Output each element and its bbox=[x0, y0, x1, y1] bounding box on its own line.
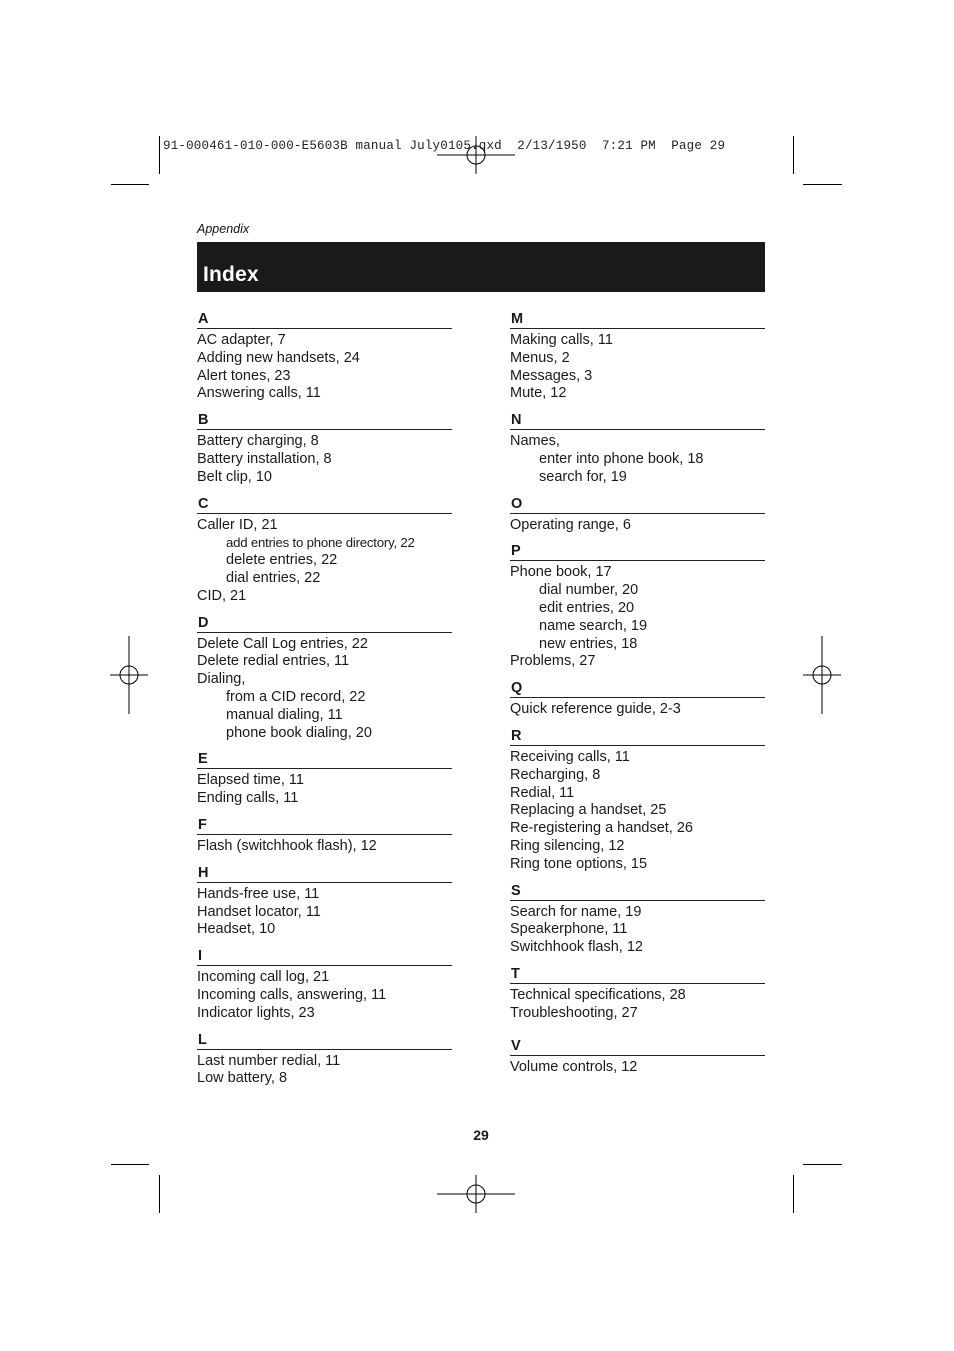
index-entry: Dialing, bbox=[197, 671, 246, 688]
index-letter-heading: M bbox=[510, 311, 765, 329]
index-group-c bbox=[197, 496, 452, 606]
index-entry: Menus, 2 bbox=[510, 349, 570, 366]
index-entry: Redial, 11 bbox=[510, 784, 575, 801]
crop-mark bbox=[793, 136, 794, 174]
index-entry: Delete redial entries, 11 bbox=[197, 653, 350, 670]
index-letter-heading: Q bbox=[510, 680, 765, 698]
index-entry: Messages, 3 bbox=[510, 367, 593, 384]
index-group-s bbox=[510, 883, 765, 957]
index-subentry: enter into phone book, 18 bbox=[539, 450, 704, 467]
index-letter-heading: L bbox=[197, 1032, 452, 1050]
index-subentry: name search, 19 bbox=[539, 617, 648, 634]
section-label: Appendix bbox=[197, 222, 250, 236]
index-entry: Battery charging, 8 bbox=[197, 433, 319, 450]
index-entry: Troubleshooting, 27 bbox=[510, 1004, 638, 1021]
index-group-q bbox=[510, 680, 765, 719]
index-entry: Ring silencing, 12 bbox=[510, 837, 625, 854]
index-subentry: add entries to phone directory, 22 bbox=[226, 535, 415, 551]
index-group-r bbox=[510, 728, 765, 874]
crop-mark bbox=[111, 184, 149, 185]
index-letter-heading: R bbox=[510, 728, 765, 746]
index-subentry: from a CID record, 22 bbox=[226, 688, 366, 705]
index-group-i bbox=[197, 948, 452, 1022]
crop-mark bbox=[803, 1164, 842, 1165]
index-entry: Search for name, 19 bbox=[510, 903, 642, 920]
registration-mark-icon bbox=[803, 636, 841, 714]
index-entry: Receiving calls, 11 bbox=[510, 748, 630, 765]
index-entry: Ending calls, 11 bbox=[197, 790, 299, 807]
index-letter-heading: N bbox=[510, 412, 765, 430]
index-entry: Headset, 10 bbox=[197, 921, 276, 938]
index-group-p bbox=[510, 543, 765, 671]
index-entry: Low battery, 8 bbox=[197, 1070, 288, 1087]
index-entry: Answering calls, 11 bbox=[197, 385, 321, 402]
index-letter-heading: E bbox=[197, 751, 452, 769]
index-group-d bbox=[197, 615, 452, 743]
index-group-l bbox=[197, 1032, 452, 1089]
registration-mark-icon bbox=[437, 1175, 515, 1213]
page-number: 29 bbox=[473, 1127, 489, 1143]
index-entry: Speakerphone, 11 bbox=[510, 921, 628, 938]
index-entry: Handset locator, 11 bbox=[197, 903, 321, 920]
index-letter-heading: C bbox=[197, 496, 452, 514]
index-subentry: manual dialing, 11 bbox=[226, 706, 343, 723]
registration-mark-icon bbox=[437, 136, 515, 174]
index-group-m bbox=[510, 311, 765, 403]
index-letter-heading: S bbox=[510, 883, 765, 901]
index-entry: Recharging, 8 bbox=[510, 766, 601, 783]
index-subentry: dial entries, 22 bbox=[226, 569, 321, 586]
index-column-right bbox=[510, 311, 765, 1076]
index-entry: Alert tones, 23 bbox=[197, 367, 291, 384]
print-slug-line: 91-000461-010-000-E5603B manual July0105.qxd 2/13/1950 7:21 PM Page 29 bbox=[163, 139, 726, 153]
index-letter-heading: B bbox=[197, 412, 452, 430]
index-group-t bbox=[510, 966, 765, 1023]
index-entry: Elapsed time, 11 bbox=[197, 772, 304, 789]
index-entry: Adding new handsets, 24 bbox=[197, 349, 360, 366]
index-entry: Indicator lights, 23 bbox=[197, 1004, 315, 1021]
title-bar bbox=[197, 242, 765, 292]
index-group-f bbox=[197, 817, 452, 856]
index-letter-heading: V bbox=[510, 1038, 765, 1056]
index-entry: CID, 21 bbox=[197, 587, 247, 604]
index-entry: Mute, 12 bbox=[510, 385, 567, 402]
index-entry: Ring tone options, 15 bbox=[510, 855, 648, 872]
index-entry: Volume controls, 12 bbox=[510, 1058, 638, 1075]
crop-mark bbox=[159, 136, 160, 174]
index-entry: Problems, 27 bbox=[510, 653, 596, 670]
index-subentry: edit entries, 20 bbox=[539, 599, 635, 616]
index-letter-heading: T bbox=[510, 966, 765, 984]
index-group-n bbox=[510, 412, 765, 486]
index-entry: Belt clip, 10 bbox=[197, 468, 272, 485]
index-entry: Incoming call log, 21 bbox=[197, 969, 330, 986]
index-group-b bbox=[197, 412, 452, 486]
index-entry: Names, bbox=[510, 433, 560, 450]
index-entry: Incoming calls, answering, 11 bbox=[197, 986, 387, 1003]
index-column-left bbox=[197, 311, 452, 1088]
crop-mark bbox=[159, 1175, 160, 1213]
index-entry: Quick reference guide, 2-3 bbox=[510, 701, 681, 718]
index-entry: Technical specifications, 28 bbox=[510, 986, 686, 1003]
index-entry: Re-registering a handset, 26 bbox=[510, 820, 693, 837]
index-letter-heading: I bbox=[197, 948, 452, 966]
index-entry: Caller ID, 21 bbox=[197, 516, 278, 533]
index-group-a bbox=[197, 311, 452, 403]
index-entry: Delete Call Log entries, 22 bbox=[197, 635, 368, 652]
index-subentry: dial number, 20 bbox=[539, 582, 639, 599]
index-entry: Replacing a handset, 25 bbox=[510, 802, 667, 819]
registration-mark-icon bbox=[110, 636, 148, 714]
index-group-v bbox=[510, 1038, 765, 1077]
index-entry: Phone book, 17 bbox=[510, 564, 612, 581]
index-letter-heading: D bbox=[197, 615, 452, 633]
index-entry: Making calls, 11 bbox=[510, 332, 613, 348]
crop-mark bbox=[803, 184, 842, 185]
index-letter-heading: O bbox=[510, 496, 765, 514]
index-subentry: delete entries, 22 bbox=[226, 552, 338, 569]
index-entry: Hands-free use, 11 bbox=[197, 885, 320, 902]
index-group-e bbox=[197, 751, 452, 808]
crop-mark bbox=[111, 1164, 149, 1165]
index-entry: Switchhook flash, 12 bbox=[510, 939, 643, 956]
page-title: Index bbox=[203, 263, 259, 286]
index-letter-heading: F bbox=[197, 817, 452, 835]
index-entry: Last number redial, 11 bbox=[197, 1052, 341, 1069]
index-letter-heading: A bbox=[197, 311, 452, 329]
index-group-o bbox=[510, 496, 765, 535]
index-entry: Flash (switchhook flash), 12 bbox=[197, 837, 377, 854]
crop-mark bbox=[793, 1175, 794, 1213]
index-subentry: phone book dialing, 20 bbox=[226, 724, 372, 741]
index-subentry: search for, 19 bbox=[539, 468, 627, 485]
index-letter-heading: H bbox=[197, 865, 452, 883]
index-entry: Battery installation, 8 bbox=[197, 450, 332, 467]
index-subentry: new entries, 18 bbox=[539, 635, 638, 652]
index-group-h bbox=[197, 865, 452, 939]
index-letter-heading: P bbox=[510, 543, 765, 561]
index-entry: Operating range, 6 bbox=[510, 516, 631, 533]
index-entry: AC adapter, 7 bbox=[197, 332, 286, 348]
